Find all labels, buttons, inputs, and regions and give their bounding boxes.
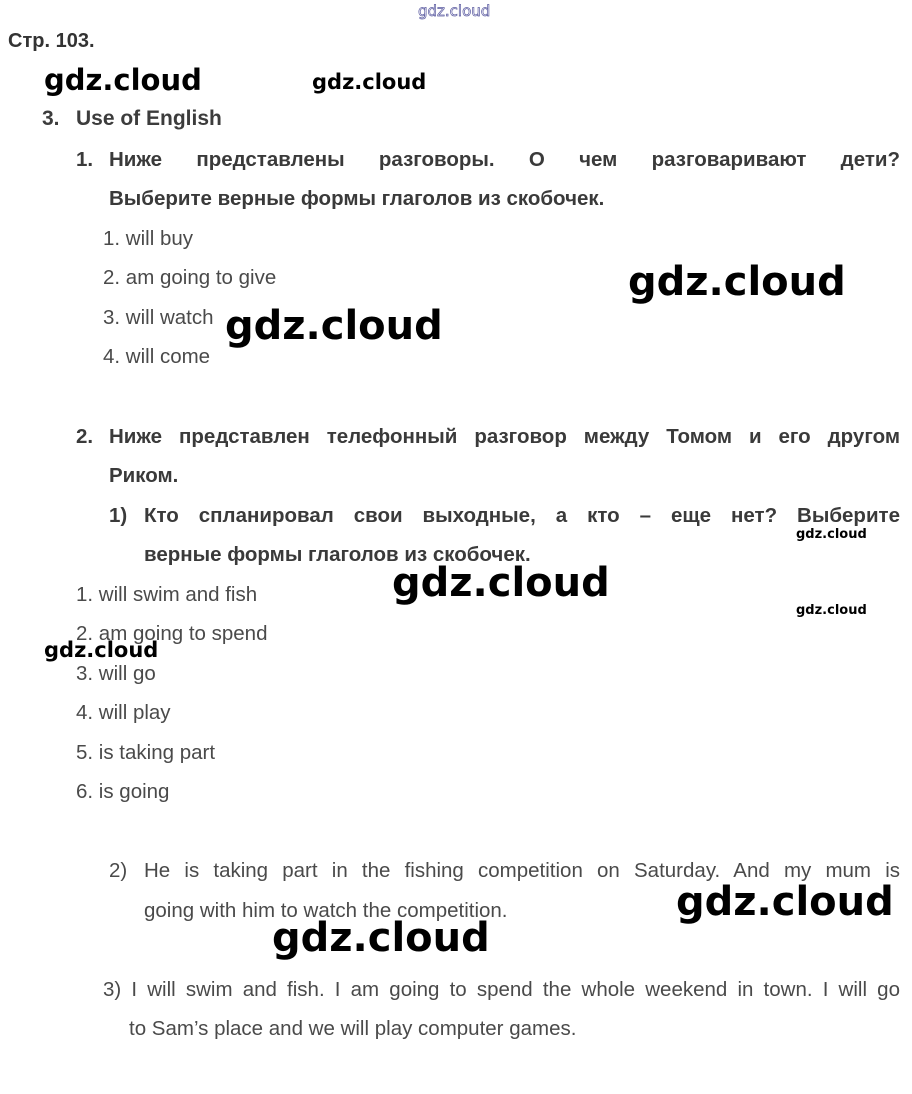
section-number: 3. <box>42 107 60 130</box>
watermark: gdz.cloud <box>225 303 443 349</box>
task2-sub2-line2: going with him to watch the competition. <box>144 899 508 922</box>
task1-answer-2: 2. am going to give <box>103 266 277 289</box>
task2-sub1-line1: Кто спланировал свои выходные, а кто – еще нет? Выберите <box>144 504 900 527</box>
task2-answer-2: 2. am going to spend <box>76 622 268 645</box>
section-title: Use of English <box>76 107 222 130</box>
task1-instruction-line1: Ниже представлены разговоры. О чем разговаривают дети? <box>109 148 900 171</box>
task2-answer-1: 1. will swim and fish <box>76 583 258 606</box>
task2-answer-6: 6. is going <box>76 780 170 803</box>
task2-answer-3: 3. will go <box>76 662 156 685</box>
watermark: gdz.cloud <box>44 63 202 97</box>
task2-sub1-line2: верные формы глаголов из скобочек. <box>144 543 531 566</box>
task1-number: 1. <box>76 148 94 171</box>
task2-sub3-line2: to Sam’s place and we will play computer games. <box>129 1017 577 1040</box>
task1-instruction-line2: Выберите верные формы глаголов из скобочек. <box>109 187 605 210</box>
watermark: gdz.cloud <box>272 915 490 961</box>
task1-answer-3: 3. will watch <box>103 306 214 329</box>
watermark: gdz.cloud <box>44 638 159 662</box>
task1-answer-4: 4. will come <box>103 345 211 368</box>
watermark-top: gdz.cloud <box>418 2 491 20</box>
watermark: gdz.cloud <box>628 259 846 305</box>
task2-sub3-line1: 3) I will swim and fish. I am going to spend the whole weekend in town. I will go <box>103 978 900 1001</box>
task2-sub2-number: 2) <box>109 859 128 882</box>
task2-instruction-line2: Риком. <box>109 464 179 487</box>
task2-sub1-number: 1) <box>109 504 128 527</box>
watermark: gdz.cloud <box>796 603 867 618</box>
task2-instruction-line1: Ниже представлен телефонный разговор между Томом и его другом <box>109 425 900 448</box>
watermark: gdz.cloud <box>676 879 894 925</box>
page-reference: Стр. 103. <box>8 30 95 52</box>
watermark: gdz.cloud <box>392 560 610 606</box>
task2-answer-4: 4. will play <box>76 701 171 724</box>
task2-answer-5: 5. is taking part <box>76 741 216 764</box>
task2-number: 2. <box>76 425 94 448</box>
task1-answer-1: 1. will buy <box>103 227 194 250</box>
task2-sub2-line1: He is taking part in the fishing competition on Saturday. And my mum is <box>144 859 900 882</box>
watermark: gdz.cloud <box>312 70 427 94</box>
watermark: gdz.cloud <box>796 527 867 542</box>
